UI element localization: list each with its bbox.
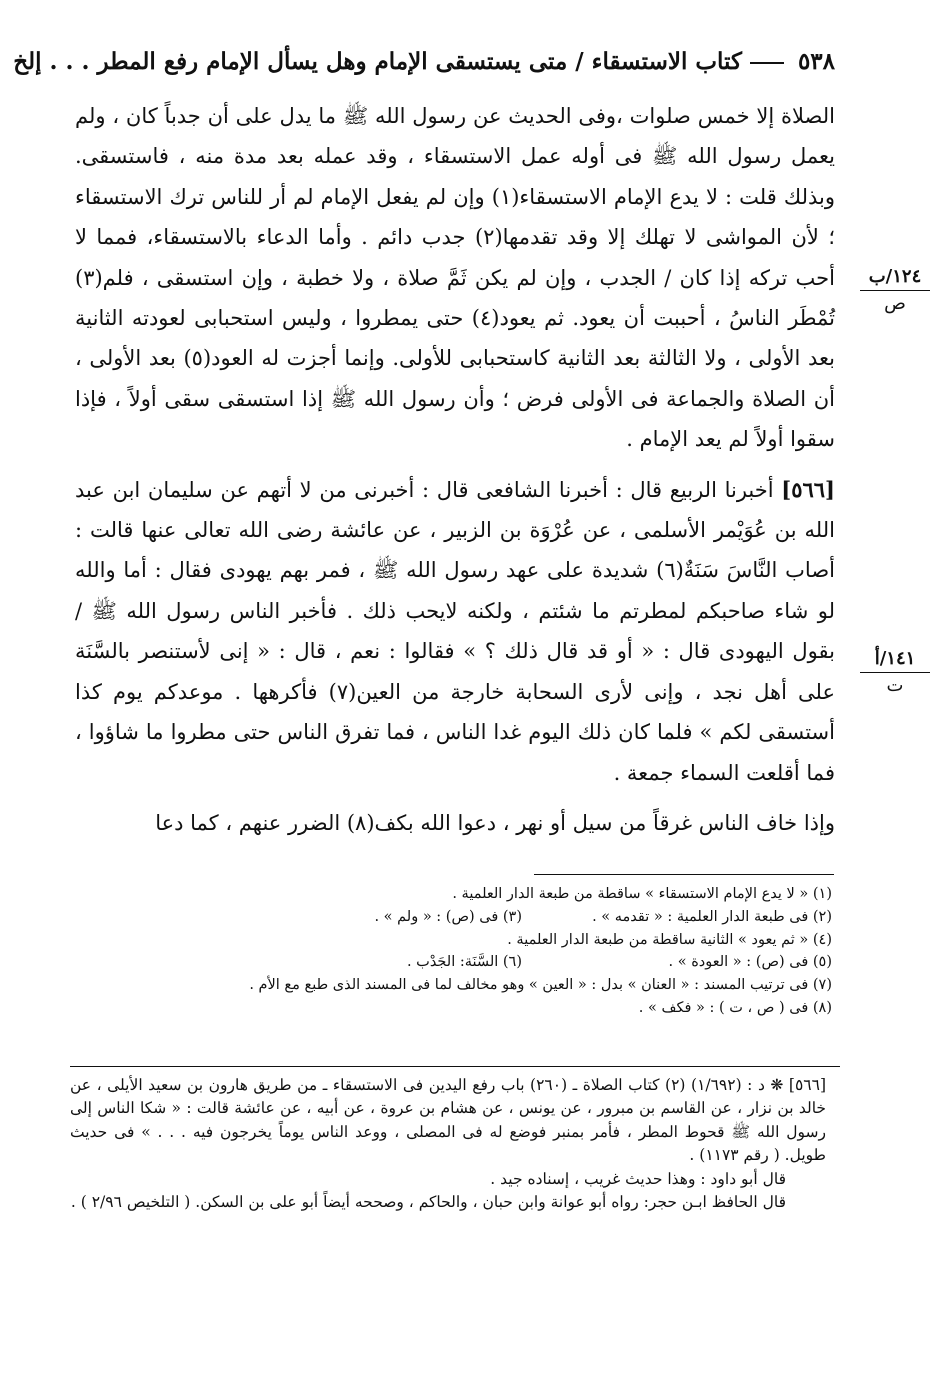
hadith-number: [٥٦٦] — [781, 476, 835, 502]
running-title: كتاب الاستسقاء / متى يستسقى الإمام وهل يسأل الإمام رفع المطر . . . إلخ — [13, 48, 742, 75]
margin-folio: ١٤١/أ — [860, 648, 930, 673]
footnotes — [80, 883, 832, 1020]
footnote-5: (٥) فى (ص) : « العودة » . — [668, 954, 832, 971]
takhrij-separator — [70, 1066, 840, 1067]
hadith-text: أخبرنا الربيع قال : أخبرنا الشافعى قال : أخبرنى من لا أتهم عن سليمان ابن عبد الله بن عُوَيْمر الأسلمى ، عن عُرْوَة بن الزبير ، عن عائشة رضى الله تعالى عنها قالت : أصاب النَّاسَ سَنَةٌ(٦) شديدة على عهد رسول الله ﷺ ، فمر بهم يهودى فقال : أما والله لو شاء صاحبكم لمطرتم ما شئتم ، ولكنه لايحب ذلك . فأخبر الناس رسول الله ﷺ / بقول اليهودى قال : « أو قد قال ذلك ؟ » فقالوا : نعم ، قال : « إنى لأستنصر بالسَّنَة على أهل نجد ، وإنى لأرى السحابة خارجة من العين(٧) فأكرهها . موعدكم يوم كذا أستسقى لكم » فلما كان ذلك اليوم غدا الناس ، فما تفرق الناس حتى مطروا ما شاؤوا ، فما أقلعت السماء جمعة . — [75, 477, 836, 785]
takhrij-abu-dawud: قال أبو داود : وهذا حديث غريب ، إسناده جيد . — [490, 1169, 786, 1188]
takhrij-notes — [70, 1074, 826, 1214]
footnote-1: (١) « لا يدع الإمام الاستسقاء » ساقطة من طبعة الدار العلمية . — [452, 886, 832, 902]
takhrij-source: [٥٦٦] ❋ د : (١/٦٩٢) (٢) كتاب الصلاة ـ (٢٦٠) باب رفع اليدين فى الاستسقاء ـ من طريق هارون بن سعيد الأيلى ، عن خالد بن نزار ، عن القاسم بن مبرور ، عن يونس ، عن هشام بن عروة ، عن أبيه ، عن عائشة قالت : « شكا الناس إلى رسول الله ﷺ قحوط المطر ، فأمر بمنبر فوضع له فى المصلى ، ووعد الناس يوماً يخرجون فيه . . . » فى حديث طويل. ( رقم ١١٧٣) . — [70, 1076, 826, 1165]
page-header — [13, 48, 835, 75]
footnote-row — [80, 951, 832, 974]
footnote-row — [80, 906, 832, 929]
footnote-separator — [534, 874, 834, 875]
takhrij-ibn-hajar: قال الحافظ ابـن حجر: رواه أبو عوانة وابن حبان ، والحاكم ، وصححه أيضاً أبو على بن السكن. ( التلخيص ٢/٩٦ ) . — [70, 1193, 786, 1212]
margin-note-manuscript-1 — [860, 266, 930, 315]
margin-siglum: ص — [884, 293, 906, 314]
paragraph-1: الصلاة إلا خمس صلوات ،وفى الحديث عن رسول الله ﷺ ما يدل على أن جدباً كان ، ولم يعمل رسول الله ﷺ فى أوله عمل الاستسقاء ، وقد عمله بعد مدة منه ، فاستسقى. وبذلك قلت : لا يدع الإمام الاستسقاء(١) وإن لم يفعل الإمام لم أر للناس ترك الاستسقاء ؛ لأن المواشى لا تهلك إلا وقد تقدمها(٢) جدب دائم . وأما الدعاء بالاستسقاء، فمما لا أحب تركه إذا كان / الجدب ، وإن لم يكن ثَمَّ صلاة ، ولا خطبة ، وإن استسقى ، فلم(٣) تُمْطَر الناسُ ، أحببت أن يعود. ثم يعود(٤) حتى يمطروا ، وليس استحبابى لعودته الثانية بعد الأولى ، ولا الثالثة بعد الثانية كاستحبابى للأولى. وإنما أجزت له العود(٥) بعد الأولى ، أن الصلاة والجماعة فى الأولى فرض ؛ وأن رسول الله ﷺ إذا استسقى سقى أولاً ، فإذا سقوا أولاً لم يعد الإمام . — [75, 104, 835, 452]
paragraph-3: وإذا خاف الناس غرقاً من سيل أو نهر ، دعوا الله بكف(٨) الضرر عنهم ، كما دعا — [155, 810, 835, 835]
margin-siglum: ت — [886, 675, 904, 696]
margin-folio: ١٢٤/ب — [860, 266, 930, 291]
paragraph-2 — [75, 470, 835, 793]
footnote-6: (٦) السَّنَة: الجَدْب . — [406, 954, 522, 971]
footnote-8: (٨) فى ( ص ، ت ) : « فكف » . — [638, 999, 832, 1016]
main-text — [75, 96, 835, 843]
footnote-2: (٢) فى طبعة الدار العلمية : « تقدمه » . — [592, 908, 832, 925]
page-number: ٥٣٨ — [742, 48, 835, 75]
footnote-4: (٤) « ثم يعود » الثانية ساقطة من طبعة الدار العلمية . — [507, 931, 832, 948]
footnote-7: (٧) فى ترتيب المسند : « العنان » بدل : « العين » وهو مخالف لما فى المسند الذى طبع مع الأم . — [249, 977, 832, 994]
footnote-3: (٣) فى (ص) : « ولم » . — [374, 908, 522, 925]
header-dash — [750, 62, 784, 64]
margin-note-manuscript-2 — [860, 648, 930, 697]
